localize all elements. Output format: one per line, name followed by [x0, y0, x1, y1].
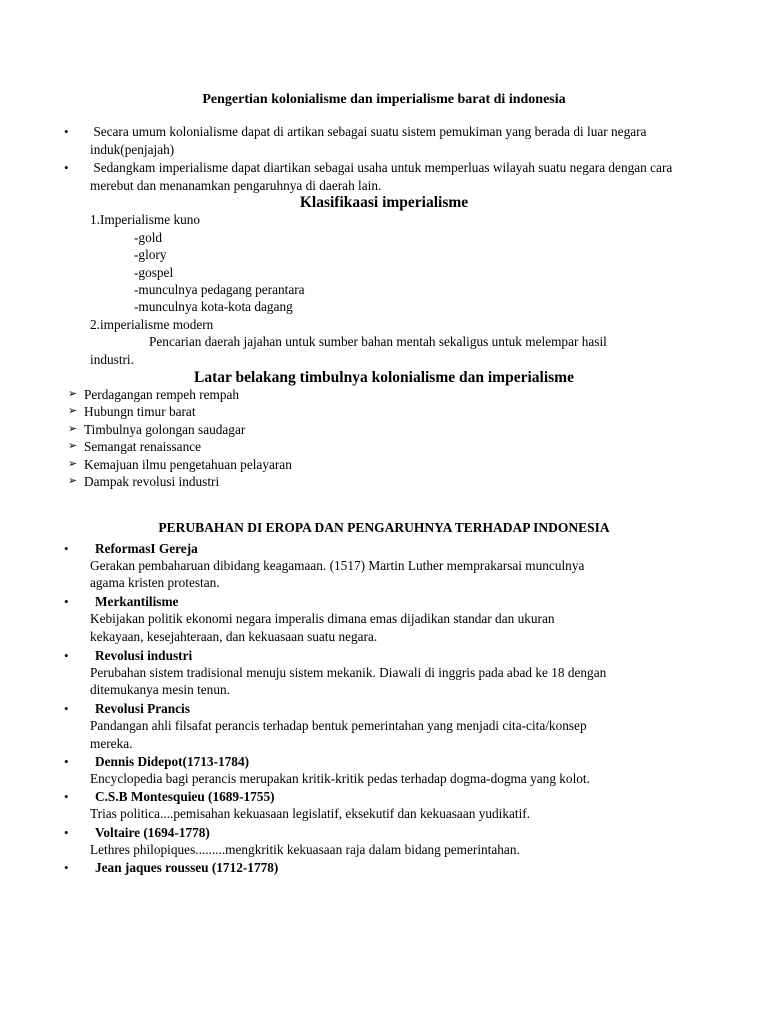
perubahan-item-text: Encyclopedia bagi perancis merupakan kritik-kritik pedas terhadap dogma-dogma yang kolot. — [90, 771, 590, 786]
bullet-icon: • — [64, 860, 69, 875]
modern-description: Pencarian daerah jajahan untuk sumber bahan mentah sekaligus untuk melempar hasil — [149, 334, 607, 349]
bullet-icon: • — [64, 825, 69, 840]
perubahan-item-title: Jean jaques rousseu (1712-1778) — [95, 860, 279, 875]
perubahan-item-text: Gerakan pembaharuan dibidang keagamaan. (1517) Martin Luther memprakarsai munculnya — [90, 558, 585, 573]
bullet-icon: • — [64, 789, 69, 804]
latar-item: Kemajuan ilmu pengetahuan pelayaran — [84, 457, 292, 472]
perubahan-item-text: Pandangan ahli filsafat perancis terhadap bentuk pemerintahan yang menjadi cita-cita/konsep — [90, 718, 587, 733]
arrow-bullet-icon: ➢ — [68, 475, 78, 487]
perubahan-item-text: agama kristen protestan. — [90, 575, 220, 590]
perubahan-item-text: mereka. — [90, 736, 133, 751]
perubahan-item-title: ReformasI Gereja — [95, 541, 198, 556]
modern-description: industri. — [90, 352, 134, 367]
bullet-icon: • — [64, 594, 69, 609]
arrow-bullet-icon: ➢ — [68, 458, 78, 470]
kuno-item: -munculnya pedagang perantara — [134, 282, 305, 297]
kuno-label: 1.Imperialisme kuno — [90, 212, 201, 227]
bullet-icon: • — [64, 648, 69, 663]
latar-item: Timbulnya golongan saudagar — [84, 422, 246, 437]
perubahan-item-text: Perubahan sistem tradisional menuju sistem mekanik. Diawali di inggris pada abad ke 18 dengan — [90, 665, 607, 680]
perubahan-item-title: Merkantilisme — [95, 594, 179, 609]
bullet-icon: • — [64, 701, 69, 716]
kuno-item: -munculnya kota-kota dagang — [134, 299, 293, 314]
perubahan-item-title: C.S.B Montesquieu (1689-1755) — [95, 789, 275, 804]
perubahan-item-text: kekayaan, kesejahteraan, dan kekuasaan suatu negara. — [90, 629, 378, 644]
bullet-icon: • — [64, 754, 69, 769]
intro-bullet-text: Secara umum kolonialisme dapat di artikan sebagai suatu sistem pemukiman yang berada di luar negara induk(penjajah) — [90, 124, 647, 157]
perubahan-item-title: Dennis Didepot(1713-1784) — [95, 754, 250, 769]
perubahan-item-text: Lethres philopiques.........mengkritik kekuasaan raja dalam bidang pemerintahan. — [90, 842, 520, 857]
perubahan-item-title: Revolusi industri — [95, 648, 193, 663]
section-heading-perubahan: PERUBAHAN DI EROPA DAN PENGARUHNYA TERHADAP INDONESIA — [158, 520, 610, 535]
bullet-icon: • — [64, 124, 69, 139]
latar-item: Semangat renaissance — [84, 439, 202, 454]
kuno-item: -gold — [134, 230, 163, 245]
arrow-bullet-icon: ➢ — [68, 440, 78, 452]
kuno-item: -gospel — [134, 265, 174, 280]
section-heading-klasifikasi: Klasifikaasi imperialisme — [299, 194, 469, 211]
arrow-bullet-icon: ➢ — [68, 405, 78, 417]
modern-label: 2.imperialisme modern — [90, 317, 214, 332]
kuno-item: -glory — [134, 247, 167, 262]
perubahan-item-text: Trias politica....pemisahan kekuasaan legislatif, eksekutif dan kekuasaan yudikatif. — [90, 806, 531, 821]
perubahan-item-title: Voltaire (1694-1778) — [95, 825, 210, 840]
latar-item: Perdagangan rempeh rempah — [84, 387, 240, 402]
section-heading-latar: Latar belakang timbulnya kolonialisme dan imperialisme — [194, 369, 574, 386]
perubahan-item-text: ditemukanya mesin tenun. — [90, 682, 230, 697]
bullet-icon: • — [64, 160, 69, 175]
perubahan-item-text: Kebijakan politik ekonomi negara imperalis dimana emas dijadikan standar dan ukuran — [90, 611, 555, 626]
intro-bullet-text: Sedangkam imperialisme dapat diartikan sebagai usaha untuk memperluas wilayah suatu negara dengan cara merebut dan menanamkan pengaruhnya di daerah lain. — [90, 160, 673, 193]
bullet-icon: • — [64, 541, 69, 556]
perubahan-item-title: Revolusi Prancis — [95, 701, 190, 716]
arrow-bullet-icon: ➢ — [68, 423, 78, 435]
latar-item: Hubungn timur barat — [84, 404, 196, 419]
page-title: Pengertian kolonialisme dan imperialisme barat di indonesia — [202, 92, 566, 107]
latar-item: Dampak revolusi industri — [84, 474, 220, 489]
arrow-bullet-icon: ➢ — [68, 388, 78, 400]
